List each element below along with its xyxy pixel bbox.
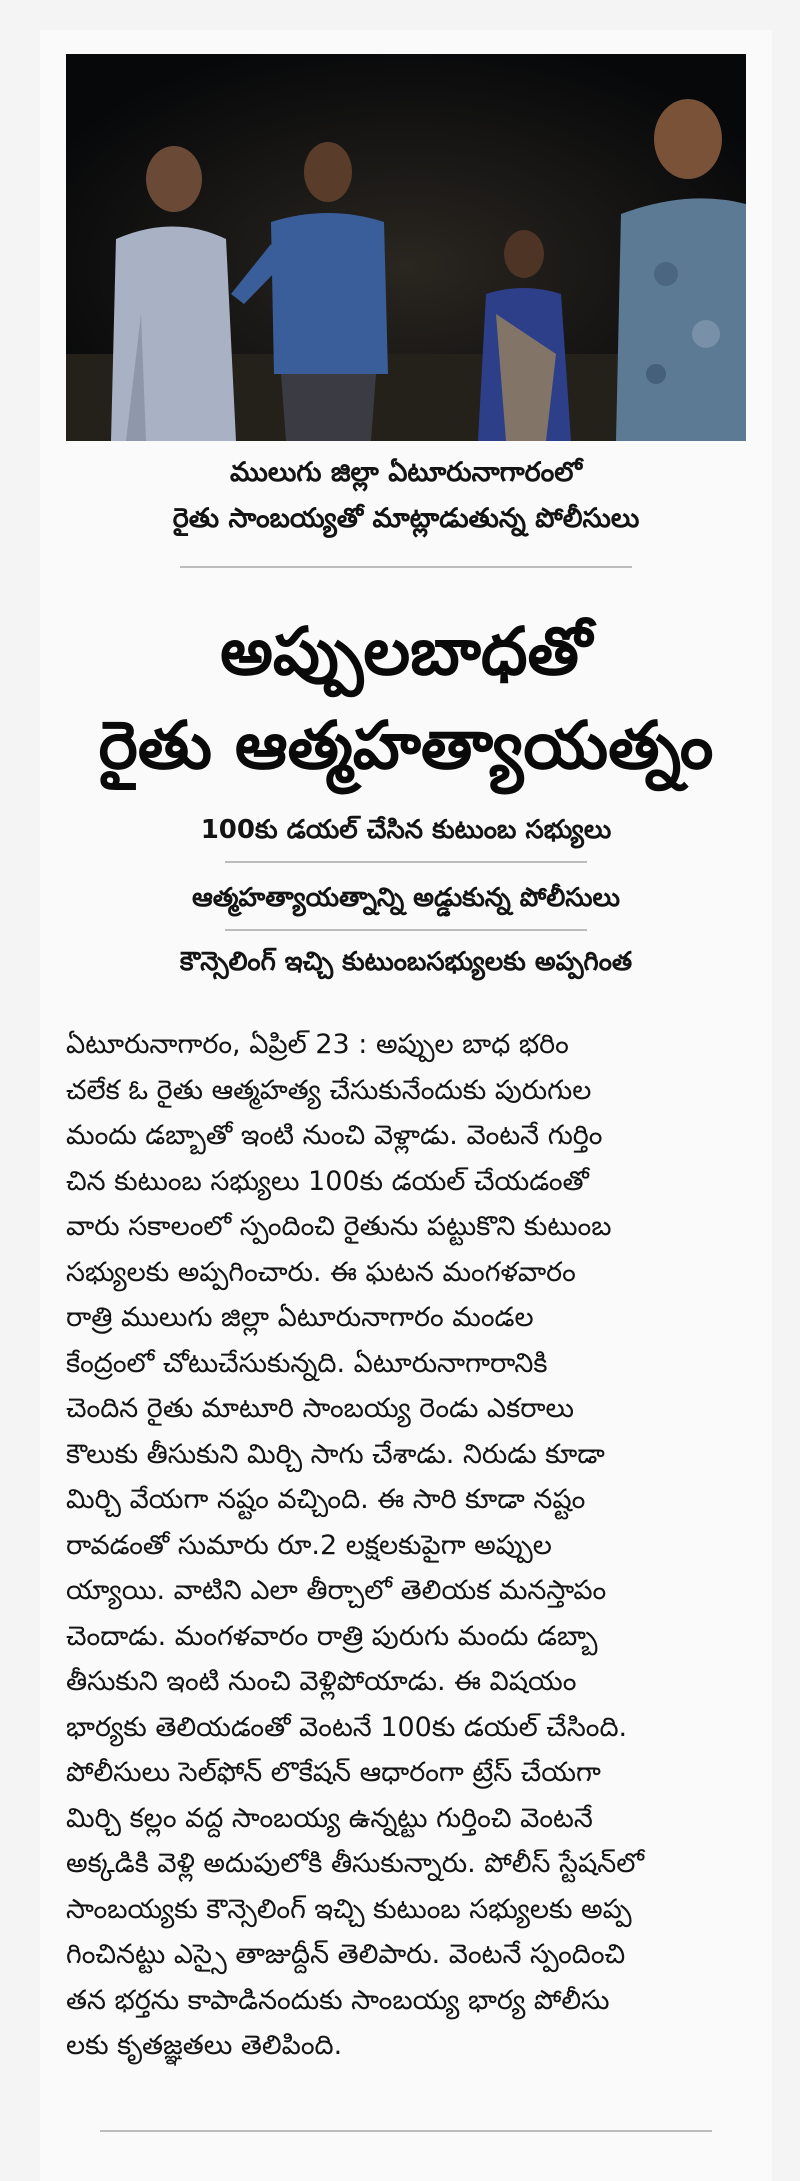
subhead-3: కౌన్సెలింగ్ ఇచ్చి కుటుంబసభ్యులకు అప్పగింత [179,947,633,977]
body-line: మందు డబ్బాతో ఇంటి నుంచి వెళ్లాడు. వెంటనే గుర్తిం [66,1120,603,1151]
subhead-1: 100కు డయల్ చేసిన కుటుంబ సభ్యులు [200,815,612,845]
body-line: గించినట్టు ఎస్సై తాజుద్దీన్ తెలిపారు. వెంటనే స్పందించి [66,1939,626,1970]
subhead-2: ఆత్మహత్యాయత్నాన్ని అడ్డుకున్న పోలీసులు [192,883,620,913]
headline [60,605,752,793]
news-photo [66,54,746,441]
newspaper-clipping [40,30,772,2181]
body-line: చిన కుటుంబ సభ్యులు 100కు డయల్ చేయడంతో [66,1165,589,1197]
night-photo-icon [66,54,746,441]
body-line: అక్కడికి వెళ్లి అదుపులోకి తీసుకున్నారు. పోలీస్ స్టేషన్‌లో [66,1848,644,1879]
headline-line-2: రైతు ఆత్మహత్యాయత్నం [98,707,714,784]
body-line: చెందాడు. మంగళవారం రాత్రి పురుగు మందు డబ్బా [66,1620,598,1652]
photo-caption [66,450,746,542]
caption-line-2: రైతు సాంబయ్యతో మాట్లాడుతున్న పోలీసులు [172,503,640,534]
body-line: చెందిన రైతు మాటూరి సాంబయ్య రెండు ఎకరాలు [66,1393,574,1424]
body-line: ఏటూరునాగారం, ఏప్రిల్ 23 : అప్పుల బాధ భరిం [66,1029,569,1060]
body-line: పోలీసులు సెల్‌ఫోన్ లొకేషన్ ఆధారంగా ట్రేస్ చేయగా [66,1757,601,1788]
body-line: కౌలుకు తీసుకుని మిర్చి సాగు చేశాడు. నిరుడు కూడా [66,1438,605,1470]
body-line: రావడంతో సుమారు రూ.2 లక్షలకుపైగా అప్పుల [66,1529,552,1561]
divider [100,2130,712,2132]
divider [225,929,587,931]
body-line: మిర్చి కల్లం వద్ద సాంబయ్య ఉన్నట్టు గుర్తించి వెంటనే [66,1802,593,1834]
body-line: సభ్యులకు అప్పగించారు. ఈ ఘటన మంగళవారం [66,1256,576,1288]
headline-line-1: అప్పులబాధతో [220,613,592,690]
body-line: కేంద్రంలో చోటుచేసుకున్నది. ఏటూరునాగారానికి [66,1347,548,1379]
caption-line-1: ములుగు జిల్లా ఏటూరునాగారంలో [229,457,583,488]
body-line: వారు సకాలంలో స్పందించి రైతును పట్టుకొని కుటుంబ [66,1211,612,1242]
body-line: చలేక ఓ రైతు ఆత్మహత్య చేసుకునేందుకు పురుగుల [66,1074,592,1106]
body-line: రాత్రి ములుగు జిల్లా ఏటూరునాగారం మండల [66,1302,534,1333]
body-line: సాంబయ్యకు కౌన్సెలింగ్ ఇచ్చి కుటుంబ సభ్యులకు అప్ప [66,1893,632,1925]
divider [180,566,632,568]
body-line: య్యాయి. వాటిని ఎలా తీర్చాలో తెలియక మనస్తాపం [66,1575,607,1606]
divider [225,861,587,863]
body-line: భార్యకు తెలియడంతో వెంటనే 100కు డయల్ చేసింది. [66,1711,628,1743]
body-line: లకు కృతజ్ఞతలు తెలిపింది. [66,2030,343,2061]
body-line: మిర్చి వేయగా నష్టం వచ్చింది. ఈ సారి కూడా నష్టం [66,1484,586,1515]
article-body [66,1022,746,2069]
body-line: తీసుకుని ఇంటి నుంచి వెళ్లిపోయాడు. ఈ విషయం [66,1666,577,1697]
body-line: తన భర్తను కాపాడినందుకు సాంబయ్య భార్య పోలీసు [66,1984,610,2016]
